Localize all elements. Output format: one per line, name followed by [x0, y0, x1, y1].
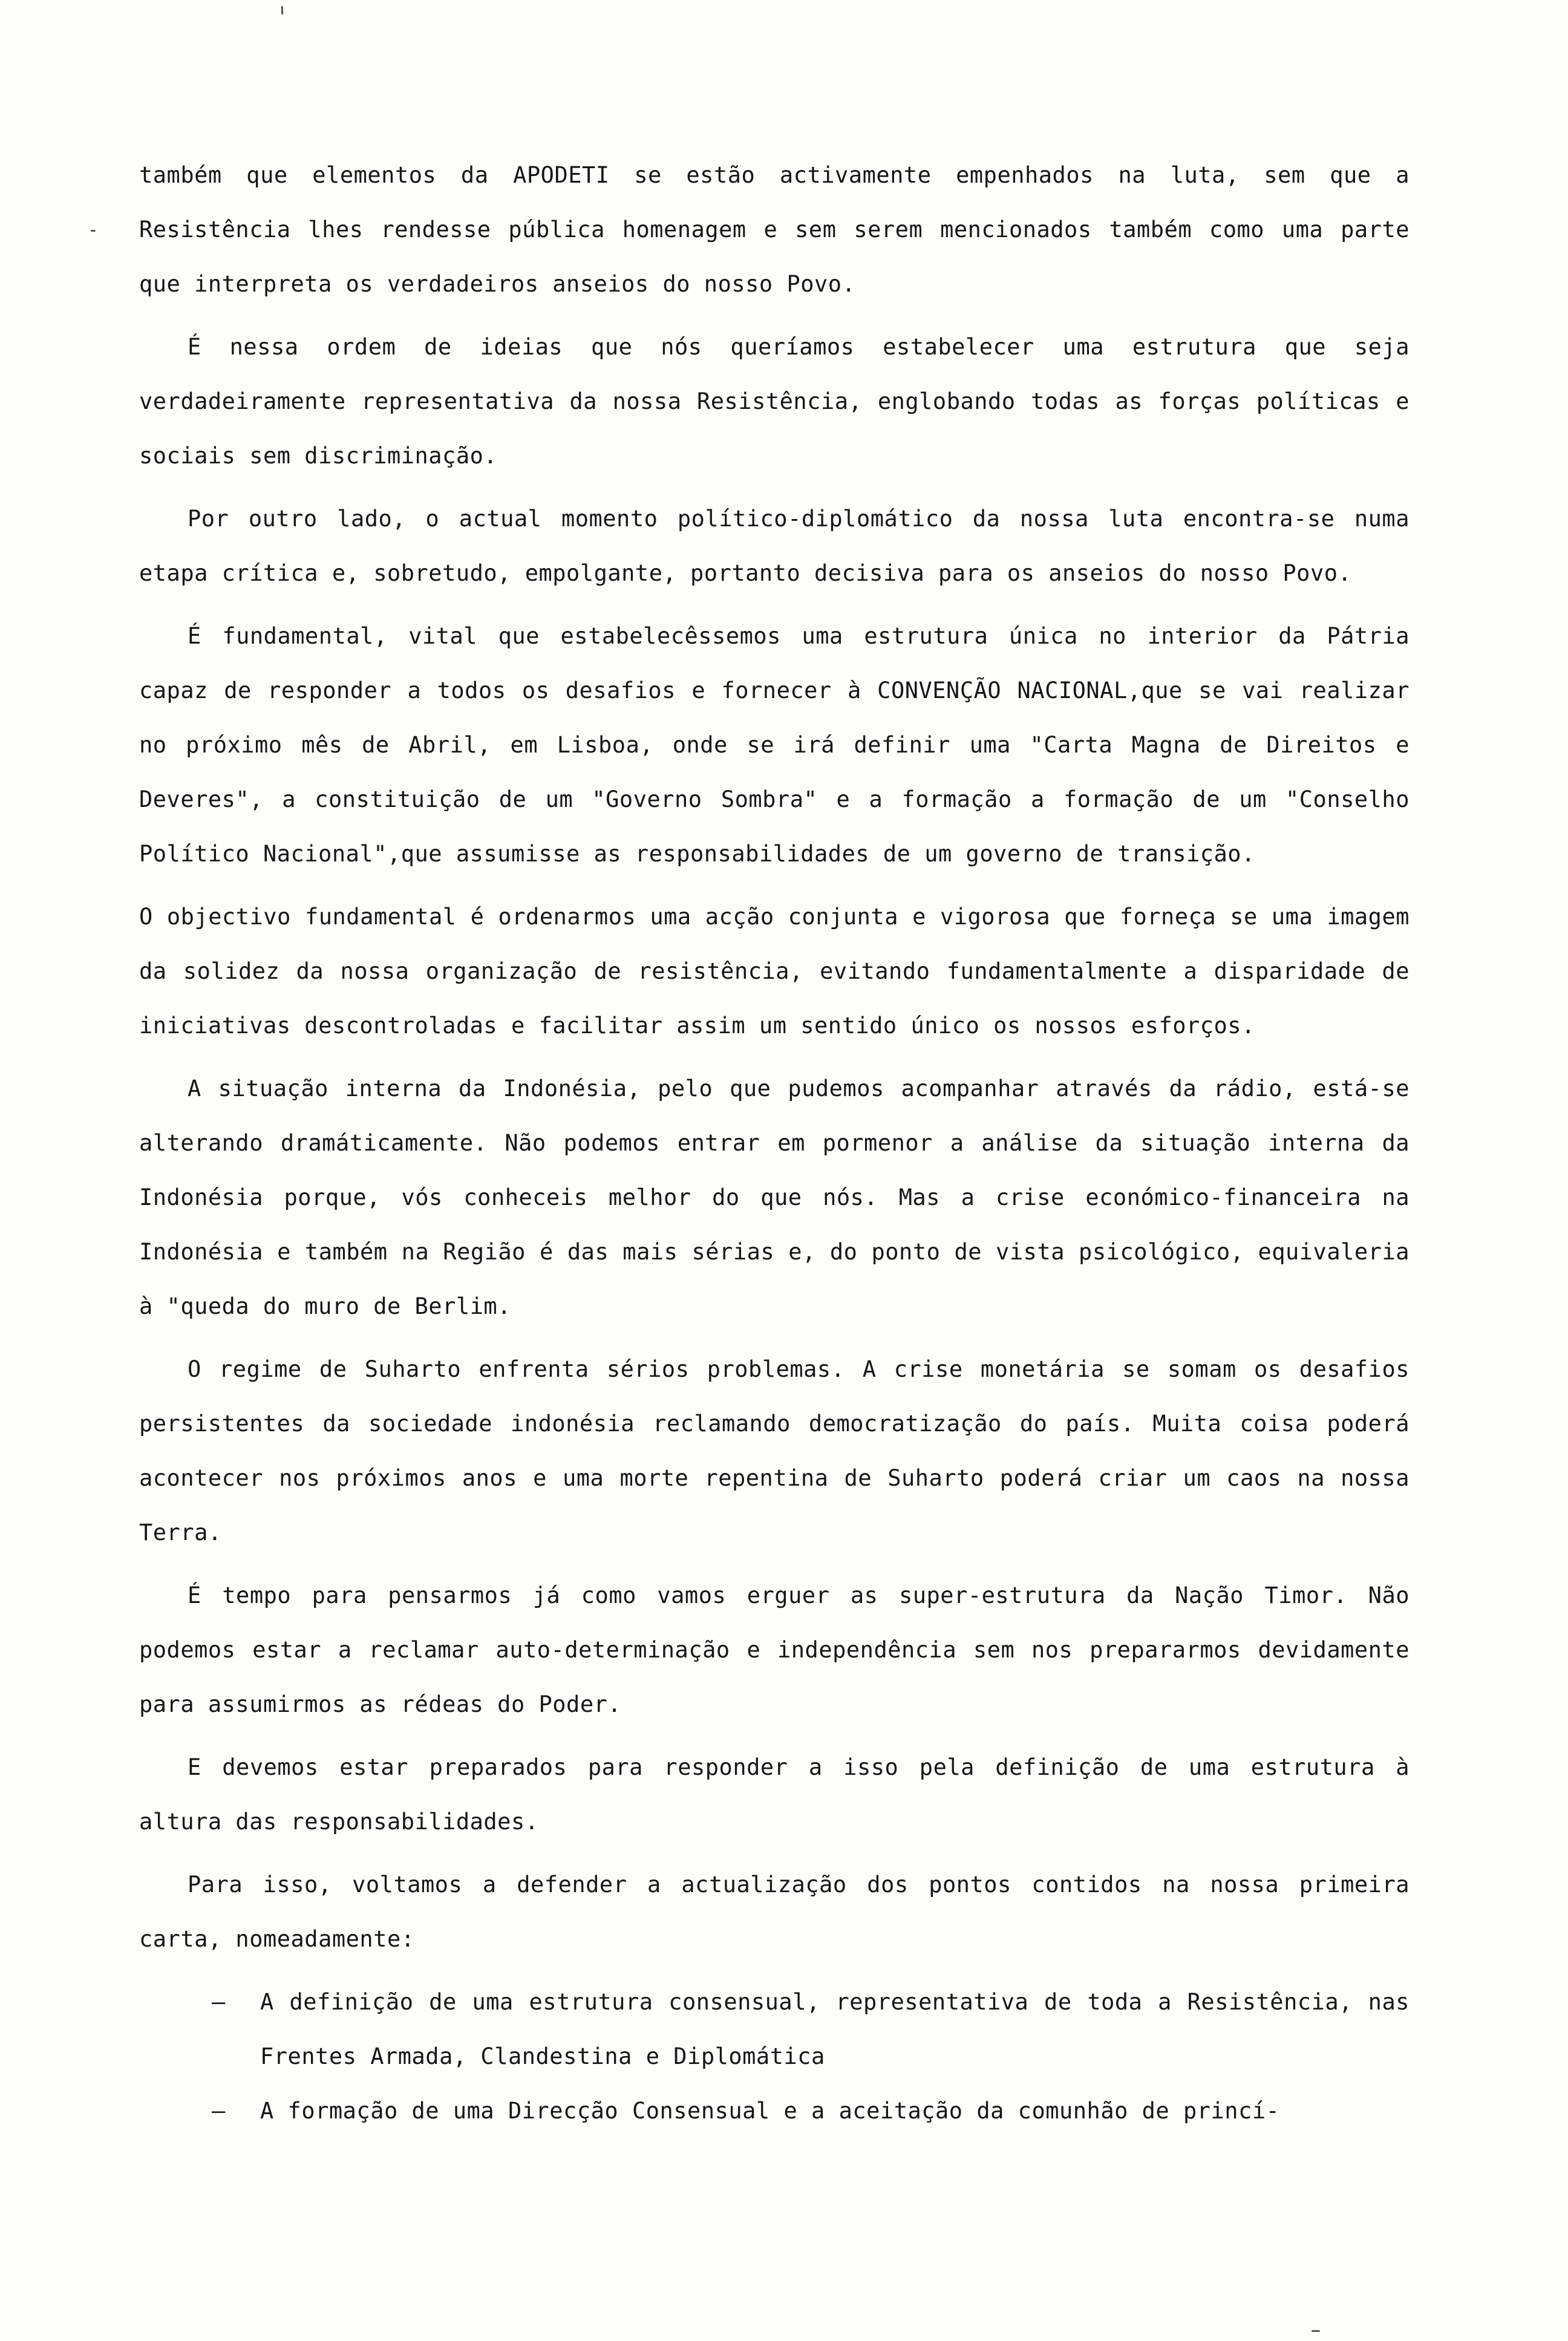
paragraph: E devemos estar preparados para responder a isso pela definição de uma estrutura à altura das responsabilidades.	[139, 1754, 1410, 1835]
paragraph: O regime de Suharto enfrenta sérios problemas. A crise monetária se somam os desafios persistentes da sociedade indonésia reclamando democratização do país. Muita coisa poderá acontecer nos próximos anos e uma morte repentina de Suharto poderá criar um caos na nossa Terra.	[139, 1356, 1410, 1546]
points-list	[139, 1975, 1410, 2138]
paragraph: A situação interna da Indonésia, pelo que pudemos acompanhar através da rádio, está-se alterando dramáticamente. Não podemos entrar em pormenor a análise da situação interna da Indonésia porque, vós conheceis melhor do que nós. Mas a crise económico-financeira na Indonésia e também na Região é das mais sérias e, do ponto de vista psicológico, equivaleria à "queda do muro de Berlim.	[139, 1076, 1410, 1319]
list-dash: –	[212, 1989, 226, 2015]
document-body	[139, 148, 1410, 2138]
list-dash: –	[212, 2098, 226, 2124]
list-item	[212, 1975, 1410, 2084]
paragraph: Para isso, voltamos a defender a actualização dos pontos contidos na nossa primeira carta, nomeadamente:	[139, 1872, 1410, 1952]
page-speck	[91, 230, 96, 232]
list-item-text: A formação de uma Direcção Consensual e a aceitação da comunhão de princí-	[260, 2098, 1280, 2124]
paragraph: Por outro lado, o actual momento político-diplomático da nossa luta encontra-se numa etapa crítica e, sobretudo, empolgante, portanto decisiva para os anseios do nosso Povo.	[139, 506, 1410, 586]
list-item-text: A definição de uma estrutura consensual, representativa de toda a Resistência, nas Frentes Armada, Clandestina e Diplomática	[260, 1989, 1410, 2069]
list-item	[212, 2084, 1410, 2138]
page-speck	[1312, 2330, 1320, 2332]
paragraph: O objectivo fundamental é ordenarmos uma acção conjunta e vigorosa que forneça se uma imagem da solidez da nossa organização de resistência, evitando fundamentalmente a disparidade de iniciativas descontroladas e facilitar assim um sentido único os nossos esforços.	[139, 904, 1410, 1039]
paragraph: É tempo para pensarmos já como vamos erguer as super-estrutura da Nação Timor. Não podemos estar a reclamar auto-determinação e independência sem nos prepararmos devidamente para assumirmos as rédeas do Poder.	[139, 1582, 1410, 1717]
paragraph: também que elementos da APODETI se estão activamente empenhados na luta, sem que a Resistência lhes rendesse pública homenagem e sem serem mencionados também como uma parte que interpreta os verdadeiros anseios do nosso Povo.	[139, 162, 1410, 297]
paragraph: É nessa ordem de ideias que nós queríamos estabelecer uma estrutura que seja verdadeiramente representativa da nossa Resistência, englobando todas as forças políticas e sociais sem discriminação.	[139, 334, 1410, 469]
page-speck	[281, 6, 283, 15]
paragraph: É fundamental, vital que estabelecêssemos uma estrutura única no interior da Pátria capaz de responder a todos os desafios e fornecer à CONVENÇÃO NACIONAL,que se vai realizar no próximo mês de Abril, em Lisboa, onde se irá definir uma "Carta Magna de Direitos e Deveres", a constituição de um "Governo Sombra" e a formação a formação de um "Conselho Político Nacional",que assumisse as responsabilidades de um governo de transição.	[139, 623, 1410, 867]
